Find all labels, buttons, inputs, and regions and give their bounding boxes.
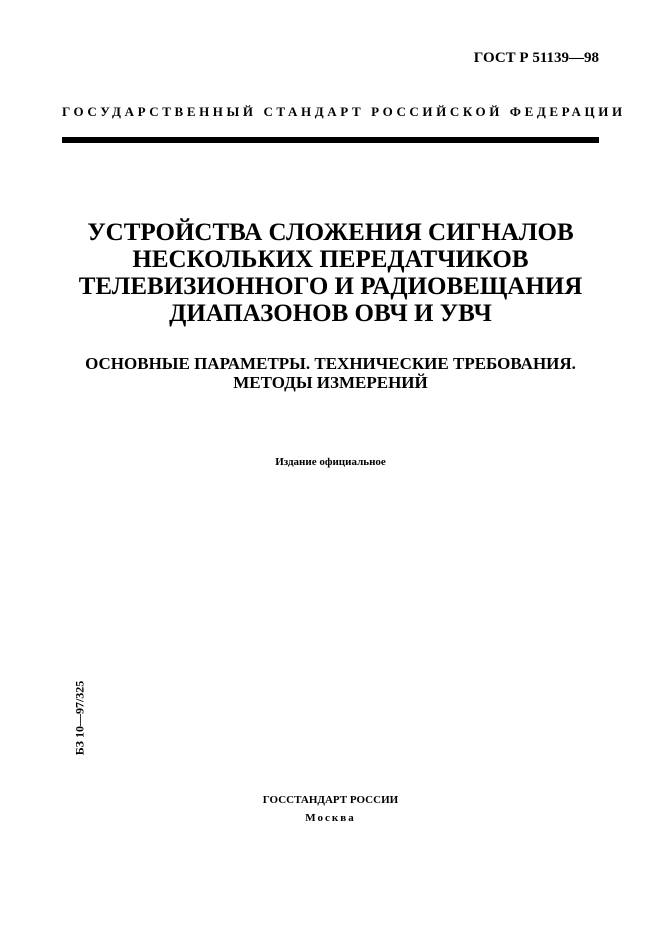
- publisher: ГОССТАНДАРТ РОССИИ: [262, 794, 399, 806]
- document-subtitle: [40, 354, 621, 392]
- document-title: [40, 219, 621, 327]
- side-catalog-code: БЗ 10—97/325: [72, 680, 87, 756]
- header-divider: [62, 137, 599, 143]
- publisher-city: Москва: [305, 812, 356, 824]
- title-line: УСТРОЙСТВА СЛОЖЕНИЯ СИГНАЛОВ: [87, 219, 574, 246]
- subtitle-line: ОСНОВНЫЕ ПАРАМЕТРЫ. ТЕХНИЧЕСКИЕ ТРЕБОВАНИЯ.: [85, 354, 576, 373]
- document-code: ГОСТ Р 51139—98: [473, 50, 599, 66]
- title-line: ДИАПАЗОНОВ ОВЧ И УВЧ: [169, 300, 492, 327]
- title-line: ТЕЛЕВИЗИОННОГО И РАДИОВЕЩАНИЯ: [78, 273, 583, 300]
- subtitle-line: МЕТОДЫ ИЗМЕРЕНИЙ: [233, 373, 428, 392]
- organization-heading: ГОСУДАРСТВЕННЫЙ СТАНДАРТ РОССИЙСКОЙ ФЕДЕРАЦИИ: [62, 104, 626, 119]
- title-line: НЕСКОЛЬКИХ ПЕРЕДАТЧИКОВ: [132, 246, 529, 273]
- edition-note: Издание официальное: [275, 456, 386, 468]
